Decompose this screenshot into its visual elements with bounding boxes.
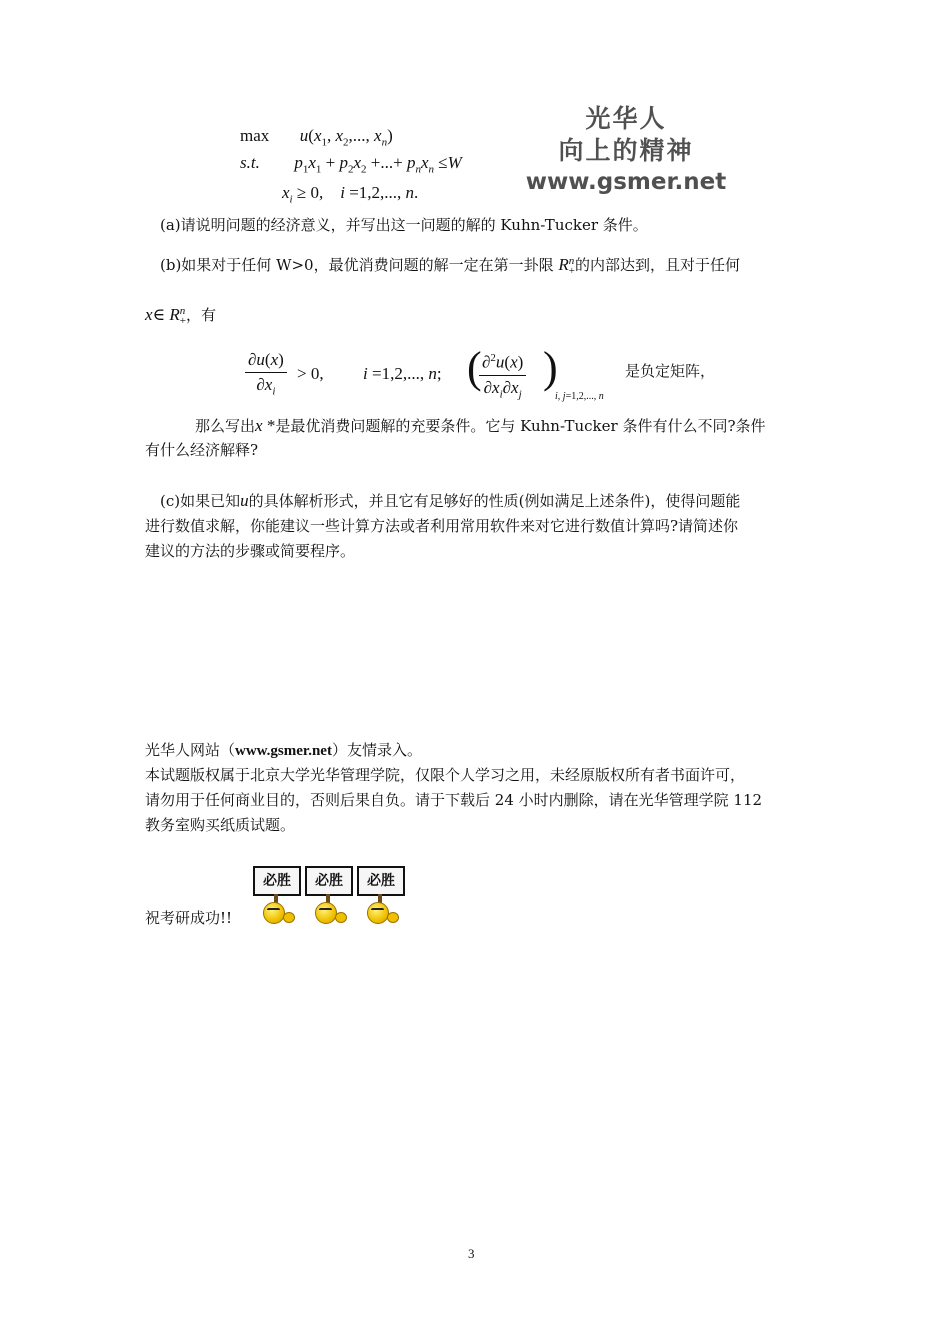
x-in-orthant: x∈ R n + <box>145 305 186 328</box>
page-number: 3 <box>468 1246 475 1261</box>
condition-display: $\frac{\partial u(x)}{\partial x_i}$ > 0, i =1,2,..., n; ( $\frac{\partial^2u(x)}{\partial x_i\partial x_j}$ ) i, j=1,2,..., n 是负定矩阵， <box>245 346 785 410</box>
budget-rhs: W <box>447 153 462 172</box>
part-b-line2 <box>145 302 216 328</box>
watermark-line2: 向上的精神 <box>558 136 694 165</box>
copyright-line3: 教务室购买纸质试题。 <box>145 816 296 834</box>
st-label: s.t. <box>240 153 260 172</box>
part-b-para-post: 是最优消费问题解的充要条件。它与 Kuhn-Tucker 条件有什么不同?条件 <box>275 417 766 435</box>
objective-line: $\max u(x_1$, $x_2$,..., $x_n$) <box>240 126 393 149</box>
nonnegativity-line: $x_i \ge 0$, i =1,2,..., n. <box>282 183 419 206</box>
site-credit-pre: 光华人网站（ <box>145 741 236 759</box>
watermark-line1: 光华人 <box>585 104 667 133</box>
sticker-sign-1: 必胜 <box>253 866 301 896</box>
part-c-pre: (c)如果已知 <box>160 492 241 510</box>
budget-constraint: $p_1x_1 + p_2x_2$ +...+ $p_nx_n \le W$ <box>294 153 462 176</box>
sticker-sign-3: 必胜 <box>357 866 405 896</box>
part-c-line2: 进行数值求解，你能建议一些计算方法或者利用常用软件来对它进行数值计算吗?请简述你 <box>145 517 739 535</box>
part-b-paragraph-line2: 有什么经济解释? <box>145 441 259 459</box>
bisheng-sticker-1 <box>253 866 303 924</box>
u-symbol: u <box>240 491 249 510</box>
watermark-logo <box>520 103 732 205</box>
bisheng-sticker-2 <box>305 866 355 924</box>
sticker-sign-2: 必胜 <box>305 866 353 896</box>
part-b-line1-pre: (b)如果对于任何 W>0，最优消费问题的解一定在第一卦限 <box>160 256 554 274</box>
part-b-line1 <box>160 252 740 278</box>
copyright-line2: 请勿用于任何商业目的，否则后果自负。请于下载后 24 小时内删除，请在光华管理学院 112 <box>145 791 763 809</box>
negative-definite-text: 是负定矩阵， <box>625 362 716 380</box>
objective-expression: u <box>299 126 309 145</box>
part-b-para-pre: 那么写出 <box>195 417 256 435</box>
part-b-line1-post: 的内部达到，且对于任何 <box>575 256 741 274</box>
site-url-link[interactable]: www.gsmer.net <box>235 743 332 759</box>
orthant-symbol: R n + <box>558 255 575 278</box>
gradient-fraction: $\frac{\partial u(x)}{\partial x_i}$ <box>245 350 287 401</box>
max-label: max <box>240 126 270 145</box>
site-credit-post: ）友情录入。 <box>331 741 422 759</box>
good-luck-text: 祝考研成功!! <box>145 909 233 927</box>
bisheng-sticker-3 <box>357 866 407 924</box>
part-b-paragraph-line1 <box>195 413 766 439</box>
x-star: x * <box>255 416 276 435</box>
part-b-line2-post: ，有 <box>186 306 217 324</box>
part-c-line3: 建议的方法的步骤或简要程序。 <box>145 542 356 560</box>
part-a-question: (a)请说明问题的经济意义，并写出这一问题的解的 Kuhn-Tucker 条件。 <box>160 216 648 234</box>
site-credit <box>145 737 422 764</box>
copyright-line1: 本试题版权属于北京大学光华管理学院，仅限个人学习之用，未经原版权所有者书面许可， <box>145 766 746 784</box>
part-c-post: 的具体解析形式，并且它有足够好的性质(例如满足上述条件)，使得问题能 <box>248 492 741 510</box>
part-c-line1 <box>160 488 740 514</box>
constraint-line <box>240 153 462 179</box>
watermark-url: www.gsmer.net <box>525 169 727 195</box>
